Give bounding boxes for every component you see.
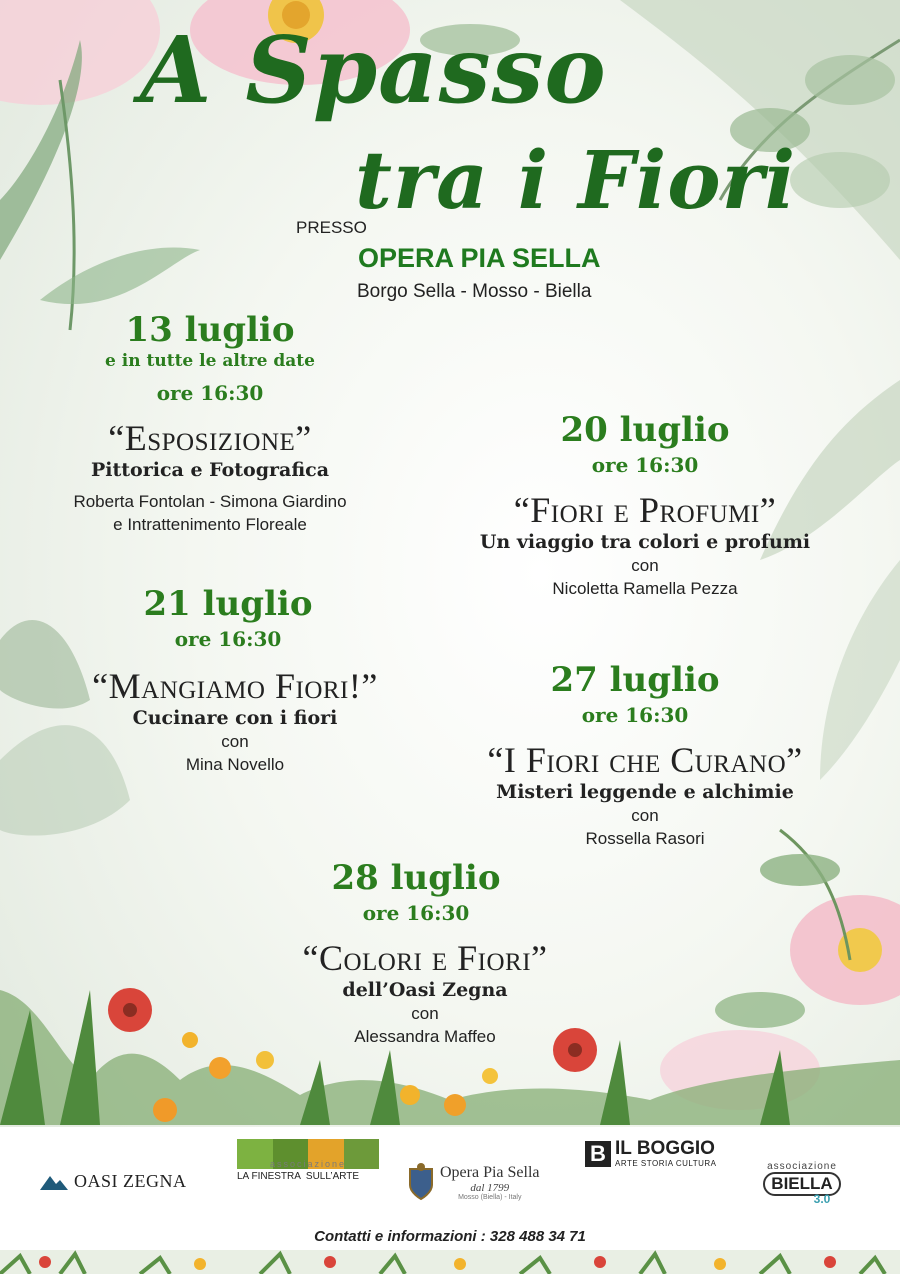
event-time: ore 16:30	[581, 703, 689, 727]
biella-30-logo	[752, 1161, 852, 1206]
opera-year: dal 1799	[470, 1181, 510, 1194]
oasi-zegna-text: OASI ZEGNA	[74, 1171, 187, 1191]
event-time: ore 16:30	[156, 381, 264, 405]
event-20-luglio	[495, 410, 795, 478]
event-title: “Fiori e Profumi”	[513, 490, 777, 530]
opera-pia-sella-logo	[408, 1163, 540, 1201]
event-27-details	[415, 740, 875, 850]
event-time: ore 16:30	[174, 627, 282, 651]
boggio-text: IL BOGGIO	[615, 1138, 715, 1159]
event-title: “Esposizione”	[108, 418, 312, 458]
venue-location: Borgo Sella - Mosso - Biella	[357, 281, 592, 302]
event-subtitle: Cucinare con i fiori	[132, 707, 338, 729]
event-time: ore 16:30	[362, 901, 470, 925]
crest-icon	[408, 1163, 434, 1201]
event-date-note: e in tutte le altre date	[105, 351, 315, 371]
event-27-luglio	[485, 660, 785, 728]
finestra-assoc-text: associazione	[269, 1159, 347, 1169]
poster-title-line2: tra i Fiori	[355, 133, 797, 227]
finestra-text: LA FINESTRA SULL’ARTE	[237, 1171, 360, 1182]
event-artists: Roberta Fontolan - Simona Giardino	[73, 492, 347, 511]
finestra-arte-logo	[237, 1139, 379, 1182]
event-21-luglio	[78, 584, 378, 652]
event-date: 27 luglio	[550, 660, 720, 700]
mountain-icon	[40, 1174, 68, 1190]
event-21-details	[20, 666, 450, 776]
event-person: Alessandra Maffeo	[354, 1027, 496, 1046]
event-28-details	[215, 938, 635, 1048]
event-con: con	[631, 806, 659, 825]
event-title: “Colori e Fiori”	[302, 938, 548, 978]
event-date: 20 luglio	[560, 410, 730, 450]
event-title: “I Fiori che Curano”	[487, 740, 803, 780]
event-13-luglio	[60, 310, 360, 406]
event-person: Mina Novello	[185, 755, 285, 774]
event-time: ore 16:30	[591, 453, 699, 477]
biella-text: BIELLA	[771, 1174, 833, 1193]
event-subtitle: dell’Oasi Zegna	[342, 979, 508, 1001]
biella-version: 3.0	[813, 1192, 831, 1206]
event-subtitle: Misteri leggende e alchimie	[496, 781, 794, 803]
event-13-details	[20, 418, 400, 536]
event-28-luglio	[266, 858, 566, 926]
presso-label: PRESSO	[296, 218, 367, 237]
event-extra: e Intrattenimento Floreale	[113, 515, 307, 534]
venue-name: OPERA PIA SELLA	[358, 243, 601, 273]
oasi-zegna-logo	[40, 1171, 187, 1192]
event-person: Rossella Rasori	[585, 829, 705, 848]
event-person: Nicoletta Ramella Pezza	[552, 579, 738, 598]
boggio-mark-icon: B	[585, 1141, 611, 1167]
biella-assoc-text: associazione	[767, 1161, 837, 1172]
event-con: con	[221, 732, 249, 751]
boggio-sub: ARTE STORIA CULTURA	[615, 1159, 717, 1168]
bottom-floral-strip	[0, 1250, 900, 1274]
event-20-details	[430, 490, 860, 600]
opera-name: Opera Pia Sella	[440, 1163, 540, 1181]
event-con: con	[411, 1004, 439, 1023]
contact-info: Contatti e informazioni : 328 488 34 71	[314, 1228, 586, 1245]
event-subtitle: Pittorica e Fotografica	[90, 459, 330, 481]
event-subtitle: Un viaggio tra colori e profumi	[479, 531, 811, 553]
event-date: 21 luglio	[143, 584, 313, 624]
event-title: “Mangiamo Fiori!”	[92, 666, 378, 706]
event-date: 13 luglio	[125, 310, 295, 350]
opera-location: Mosso (Biella) - Italy	[458, 1193, 522, 1201]
event-con: con	[631, 556, 659, 575]
poster-title-line1: A Spasso	[140, 16, 607, 124]
il-boggio-logo	[585, 1139, 717, 1168]
event-date: 28 luglio	[331, 858, 501, 898]
